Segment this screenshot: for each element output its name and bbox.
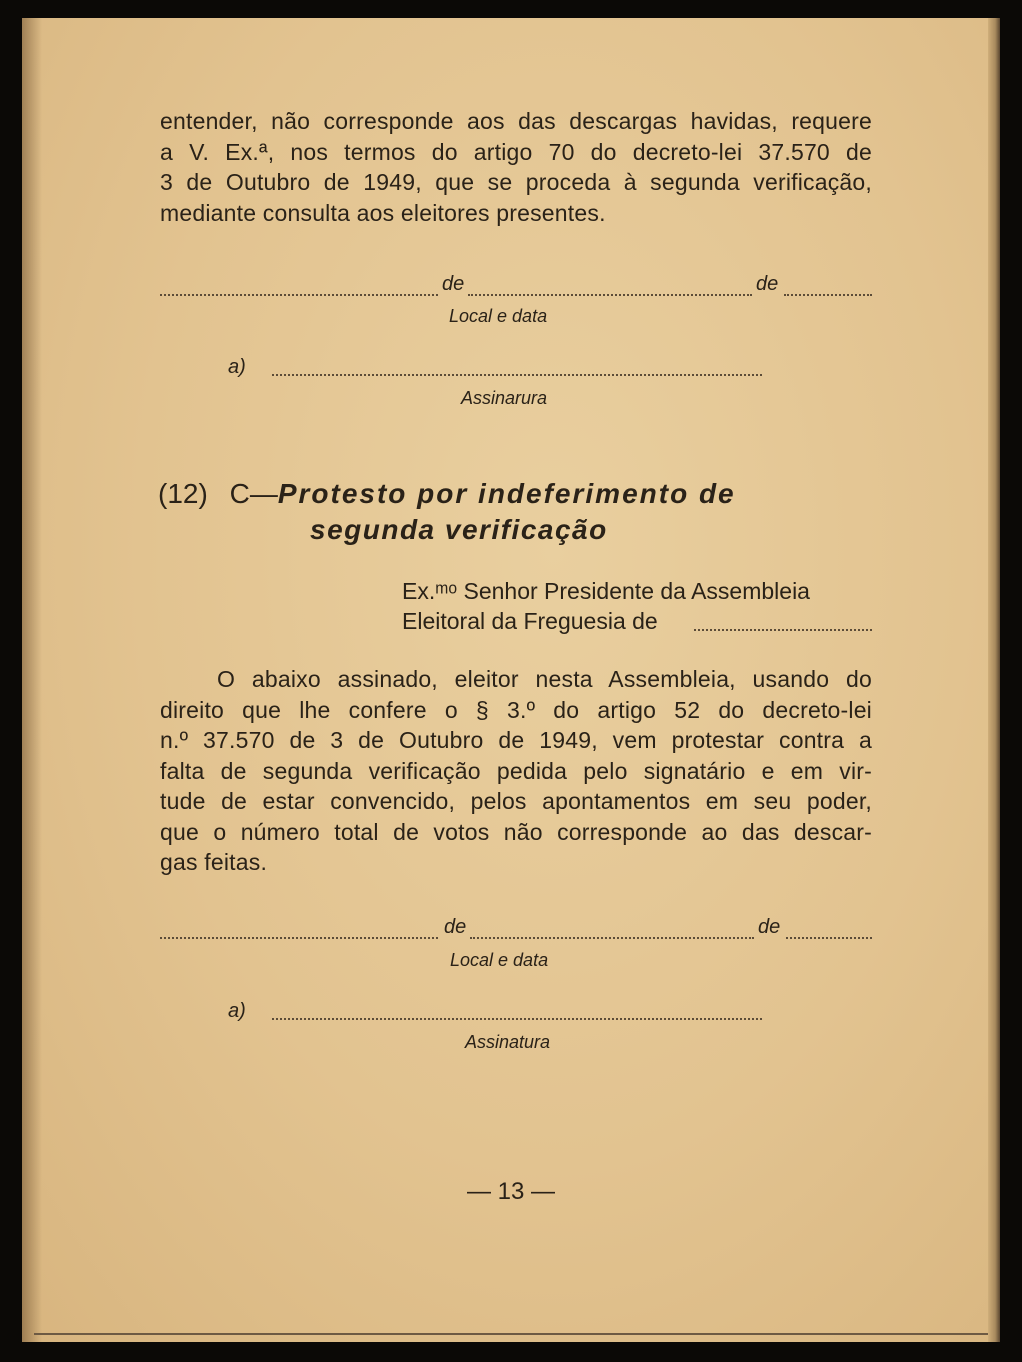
place-date-label: Local e data xyxy=(450,950,549,970)
year-blank[interactable] xyxy=(784,294,872,296)
page-edge xyxy=(988,18,1000,1342)
section-heading xyxy=(158,478,888,545)
intro-line: 3 de Outubro de 1949, que se proceda à segunda verificação, xyxy=(160,169,872,195)
bottom-rule xyxy=(34,1333,988,1335)
de-label: de xyxy=(758,916,781,938)
body-line: O abaixo assinado, eleitor nesta Assembleia, usando do xyxy=(217,666,872,692)
address-line1: Ex.ᵐᵒ Senhor Presidente da Assembleia xyxy=(402,578,810,604)
body-line: gas feitas. xyxy=(160,849,268,875)
place-blank[interactable] xyxy=(160,294,438,296)
section-letter: C xyxy=(229,478,250,509)
body-line: tude de estar convencido, pelos apontamentos em seu poder, xyxy=(160,788,872,814)
intro-line: a V. Ex.ª, nos termos do artigo 70 do decreto-lei 37.570 de xyxy=(160,138,872,165)
year-blank[interactable] xyxy=(786,937,872,939)
intro-line: entender, não corresponde aos das descargas havidas, requere xyxy=(160,108,872,134)
de-label: de xyxy=(442,273,465,295)
a-label: a) xyxy=(228,356,246,378)
day-month-blank[interactable] xyxy=(468,294,752,296)
signature-blank[interactable] xyxy=(272,374,762,376)
address-line2: Eleitoral da Freguesia de xyxy=(402,608,658,634)
section-dash: — xyxy=(249,478,278,509)
de-label: de xyxy=(756,273,779,295)
body-line: que o número total de votos não corresponde ao das descar- xyxy=(160,818,872,845)
body-line: direito que lhe confere o § 3.º do artigo 52 do decreto-lei xyxy=(160,696,872,723)
signature-blank[interactable] xyxy=(272,1018,762,1020)
page-number: — 13 — xyxy=(466,1178,556,1205)
a-label: a) xyxy=(228,1000,246,1022)
binding-shadow xyxy=(22,18,42,1342)
de-label: de xyxy=(444,916,467,938)
day-month-blank[interactable] xyxy=(470,937,754,939)
place-blank[interactable] xyxy=(160,937,438,939)
signature-label: Assinatura xyxy=(465,1032,551,1052)
intro-line: mediante consulta aos eleitores presentes. xyxy=(160,199,606,226)
section-title-line2: segunda verificação xyxy=(310,514,608,545)
body-paragraph xyxy=(160,664,872,878)
signature-label: Assinarura xyxy=(461,388,548,408)
parish-blank[interactable] xyxy=(694,629,872,631)
body-line: falta de segunda verificação pedida pelo signatário e em vir- xyxy=(160,757,872,784)
section-title-line1: Protesto por indeferimento de xyxy=(277,478,736,509)
place-date-label: Local e data xyxy=(449,306,548,326)
body-line: n.º 37.570 de 3 de Outubro de 1949, vem protestar contra a xyxy=(160,727,872,753)
section-number: (12) xyxy=(158,478,208,509)
intro-paragraph xyxy=(160,106,872,228)
